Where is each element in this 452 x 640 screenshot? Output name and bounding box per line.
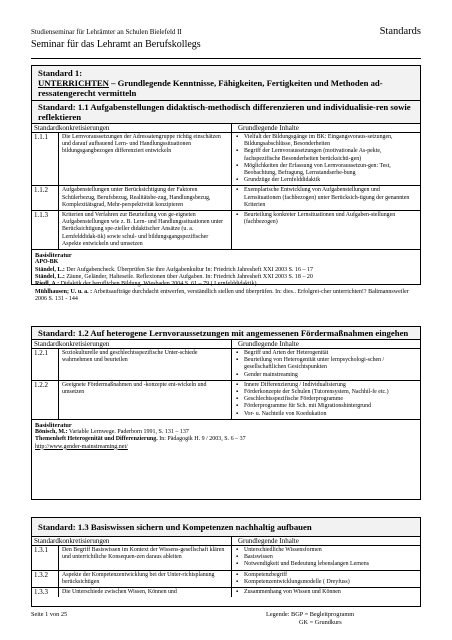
standard-1-rows (32, 133, 420, 249)
list-item: ▪ Vielfalt der Bildungsgänge im BK: Eingangsvoraus-setzungen, Bildungsabschlüsse, Besonderheiten (236, 134, 416, 148)
content-list (232, 349, 420, 380)
standard-number: 1.1.3 (32, 211, 59, 249)
table-row (32, 211, 420, 249)
page-number: Seite 1 von 25 (31, 611, 68, 618)
standard-1-2-heading: Standard: 1.2 Auf heterogene Lernvoraussetzungen mit angemessenen Fördermaßnahmen eingehen (32, 327, 420, 340)
content-list (232, 381, 420, 419)
list-item: ▪ Grundzüge der Lernfelddidaktik (236, 177, 416, 184)
legend: Legende: BGP = Begleitprogramm GK = Grundkurs (266, 611, 355, 626)
list-item: ▪ Begriff und Arten der Heterogenität (236, 350, 416, 357)
standard-1-2-section (31, 326, 421, 500)
concretization-text: Geeignete Fördermaßnahmen und -konzepte ent-wickeln und umsetzen (59, 381, 232, 419)
literature-entry: Riedl, A.: Didaktik der beruflichen Bildung. Wiesbaden 2004 S. 61 – 79 ( Lernfelddidaktik) (35, 281, 257, 288)
standard-number: 1.1.2 (32, 186, 59, 210)
list-item: ▪ Beurteilung konkreter Lernsituationen und Aufgaben-stellungen (fachbezogen) (236, 212, 416, 226)
concretization-text: Kriterien und Verfahren zur Beurteilung von ge-eigneten Aufgabenstellungen wie z. B. Lern- und Handlungssituationen unter Berücksichtigung spe-zieller didaktischer Ansätze (u. a. Lernfelddidak-tik) sowie schul- und bildungsgangspezifischer Aspekte entwickeln und umsetzen (59, 211, 232, 249)
list-item: ▪ Unterschiedliche Wissensformen (236, 547, 416, 554)
list-item: ▪ Begriff der Lernvoraussetzungen (motivationale As-pekte, fachspezifische Besonderheiten berücksichti-gen) (236, 148, 416, 162)
content-list (232, 571, 420, 587)
institution-name: Studienseminar für Lehrämter an Schulen Bielefeld II (31, 28, 182, 36)
concretization-text: Den Begriff Basiswissen im Kontext der Wissens-gesellschaft klären und unterrichtliche Konsequen-zen daraus ableiten (59, 546, 232, 570)
standard-number: 1.2.2 (32, 381, 59, 419)
list-item: ▪ Geschlechtsspezifische Förderprogramme (236, 396, 416, 403)
list-item: ▪ Innere Differenzierung / Individualisierung (236, 382, 416, 389)
basisliteratur-1: Basisliteratur APO-BK Ständel, L.: Der Aufgabencheck. Überprüfen Sie ihre Aufgabenkultur In: Friedrich Jahresheft XXI 2003 S. 16 – 17 Ständel, L.: Zäune, Geländer, Halteseile. Reflexionen über Aufgaben. In: Friedrich Jahresheft XXI 2003 S. 18 – 20 Riedl, A.: Didaktik der beruflichen Bildung. Wiesbaden 2004 S. 61 – 79 ( Lernfelddidaktik) Mühlhausen; U. u. a. : Arbeitsaufträge durchdacht entwerfen, verständlich stellen und überprüfen. In: dies.. Erfolgrei-cher unterrichten!? Baltmannsweiler 2006 S. 131 - 144 (32, 249, 420, 304)
seminar-subtitle: Seminar für das Lehramt an Berufskollegs (31, 39, 201, 50)
document-title: Standards (379, 26, 421, 37)
column-headers: Standardkonkretisierungen Grundlegende Inhalte (32, 537, 420, 546)
list-item: ▪ Zusammenhang von Wissen und Können (236, 589, 416, 596)
literature-entry: Mühlhausen; U. u. a. : Arbeitsaufträge durchdacht entwerfen, verständlich stellen und überprüfen. In: dies.. Erfolgrei-cher unterrichten!? Baltmannsweiler 2006 S. 131 - 144 (35, 288, 409, 302)
column-headers: Standardkonkretisierungen Grundlegende Inhalte (32, 124, 420, 133)
list-item: ▪ Exemplarische Entwicklung von Aufgabenstellungen und Lernsituationen (fachbezogen) unter Berücksich-tigung der genannten Kriterien (236, 187, 416, 209)
concretization-text: Aufgabenstellungen unter Berücksichtigung der Faktoren Schülerbezug, Berufsbezug, Realitätsbe-zug, Handlungsbezug, Komplexitätsgrad, Mehr-perspektivität konzipieren (59, 186, 232, 210)
table-row (32, 588, 420, 597)
standard-1-2-rows (32, 349, 420, 419)
page-header (31, 28, 421, 59)
literature-entry: APO-BK (35, 259, 59, 266)
list-item: ▪ Förderkonzepte der Schulen (Tutorensystem, Nachhil-fe etc.) (236, 389, 416, 396)
table-row (32, 349, 420, 381)
standard-number: 1.3.1 (32, 546, 59, 570)
list-item: ▪ Gender mainstreaming (236, 372, 416, 379)
standard-1-3-rows (32, 546, 420, 597)
content-list (232, 588, 420, 597)
standard-number: 1.2.1 (32, 349, 59, 380)
list-item: ▪ Basiswissen (236, 554, 416, 561)
list-item: ▪ Möglichkeiten der Erfassung von Lernvoraussetzun-gen: Test, Beobachtung, Befragung, Lernstandserhe-bung (236, 163, 416, 177)
table-row (32, 546, 420, 571)
gender-mainstreaming-link[interactable]: http://www.gender-mainstreaming.net/ (35, 443, 128, 450)
concretization-text: Die Unterschiede zwischen Wissen, Können und (59, 588, 232, 597)
table-row (32, 186, 420, 211)
literature-entry: Bönisch, M.: Variable Lernwege. Paderborn 1991, S. 131 – 137 (35, 429, 189, 436)
literature-entry: Ständel, L.: Der Aufgabencheck. Überprüfen Sie ihre Aufgabenkultur In: Friedrich Jahresheft XXI 2003 S. 16 – 17 (35, 266, 313, 273)
list-item: ▪ Kompetenzentwicklungsmodelle ( Dreyfuss) (236, 579, 416, 586)
standard-1-3-section (31, 517, 421, 607)
standard-number: 1.3.2 (32, 571, 59, 587)
standard-1-section (31, 65, 421, 302)
standard-number: 1.1.1 (32, 133, 59, 185)
literature-entry: Themenheft Heterogenität und Differenzierung. In: Pädagogik H. 9 / 2003, S. 6 – 37 (35, 436, 246, 443)
content-list (232, 186, 420, 210)
concretization-text: Aspekte der Kompetenzentwicklung bei der Unter-richtsplanung berücksichtigen (59, 571, 232, 587)
table-row (32, 381, 420, 419)
table-row (32, 133, 420, 186)
standard-1-3-heading: Standard: 1.3 Basiswissen sichern und Kompetenzen nachhaltig aufbauen (32, 518, 420, 537)
standard-number: 1.3.3 (32, 588, 59, 597)
unterrichten-keyword: UNTERRICHTEN (38, 78, 109, 88)
basisliteratur-2: Basisliteratur Bönisch, M.: Variable Lernwege. Paderborn 1991, S. 131 – 137 Themenheft Heterogenität und Differenzierung. In: Pädagogik H. 9 / 2003, S. 6 – 37 http://www.gender-mainstreaming.net/ (32, 419, 420, 452)
standard-1-heading (32, 66, 420, 101)
standard-1-1-heading: Standard: 1.1 Aufgabenstellungen didaktisch-methodisch differenzieren und individualisie-ren sowie reflektieren (32, 101, 420, 124)
list-item: ▪ Beurteilung von Heterogenität unter lernpsychologi-schen / gesellschaftlichen Gesichtspunkten (236, 357, 416, 371)
list-item: ▪ Notwendigkeit und Bedeutung lebenslangen Lernens (236, 561, 416, 568)
concretization-text: Die Lernvoraussetzungen der Adressatengruppe richtig einschätzen und darauf aufbauend Lern- und Handlungssituationen bildungsgangbezogen differenziert entwickeln (59, 133, 232, 185)
content-list (232, 211, 420, 249)
list-item: ▪ Förderprogramme für Sch. mit Migrationshintergrund (236, 403, 416, 410)
list-item: ▪ Kompetenzbegriff (236, 572, 416, 579)
column-headers: Standardkonkretisierungen Grundlegende Inhalte (32, 340, 420, 349)
concretization-text: Soziokulturelle und geschlechtsspezifische Unter-schiede wahrnehmen und beurteilen (59, 349, 232, 380)
content-list (232, 546, 420, 570)
literature-entry: Ständel, L.: Zäune, Geländer, Halteseile. Reflexionen über Aufgaben. In: Friedrich Jahresheft XXI 2003 S. 18 – 20 (35, 273, 313, 280)
standard-1-title: Standard 1: UNTERRICHTEN – Grundlegende Kenntnisse, Fähigkeiten, Fertigkeiten und Methoden ad-ressatengerecht vermitteln (38, 68, 383, 98)
content-list (232, 133, 420, 185)
table-row (32, 571, 420, 588)
list-item: ▪ Vor- u. Nachteile von Koedukation (236, 411, 416, 418)
